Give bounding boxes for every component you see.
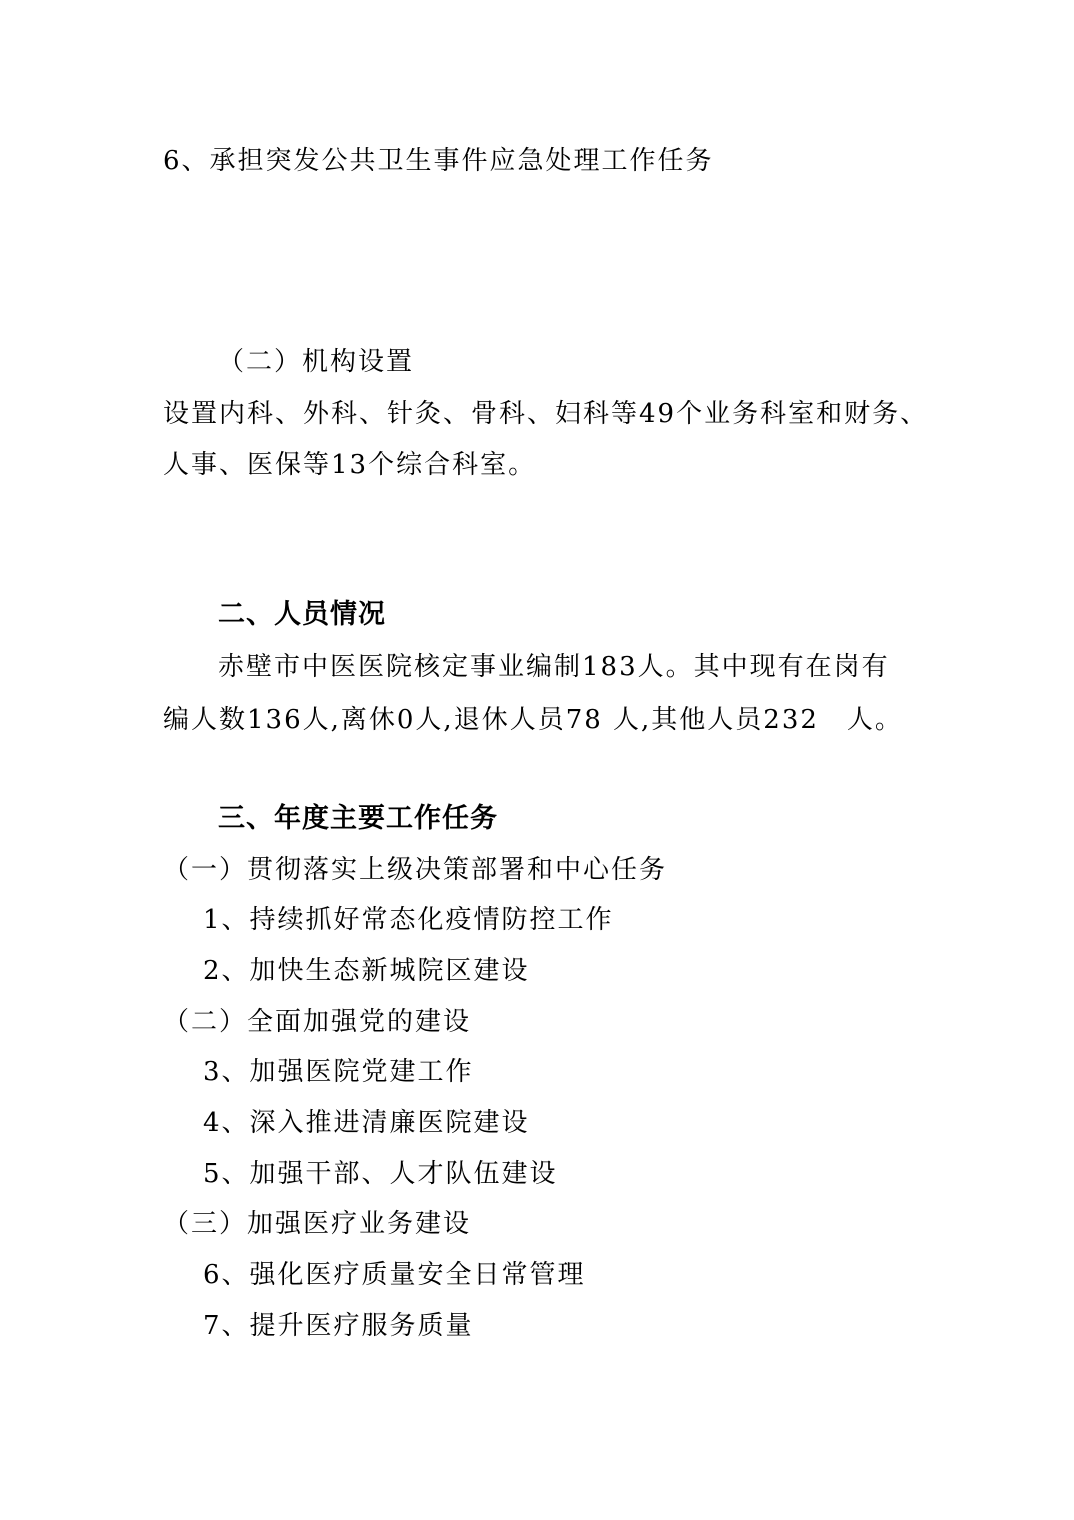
task-item-3: 3、加强医院党建工作 bbox=[203, 1057, 474, 1087]
task-item-7: 7、提升医疗服务质量 bbox=[203, 1311, 474, 1341]
tasks-section-title: 三、年度主要工作任务 bbox=[218, 803, 498, 834]
task-item-2: 2、加快生态新城院区建设 bbox=[203, 956, 530, 986]
staff-text-line-1: 赤壁市中医医院核定事业编制183人。其中现有在岗有 bbox=[218, 652, 890, 682]
staff-text-line-2: 编人数136人,离休0人,退休人员78 人,其他人员232 人。 bbox=[163, 705, 903, 735]
task-item-4: 4、深入推进清廉医院建设 bbox=[203, 1108, 530, 1138]
staff-section-title: 二、人员情况 bbox=[218, 599, 386, 630]
task-item-5: 5、加强干部、人才队伍建设 bbox=[203, 1159, 558, 1189]
org-text-line-2: 人事、医保等13个综合科室。 bbox=[163, 450, 537, 480]
task-group-3: （三）加强医疗业务建设 bbox=[163, 1209, 472, 1239]
task-group-2: （二）全面加强党的建设 bbox=[163, 1007, 472, 1037]
org-text-line-1: 设置内科、外科、针灸、骨科、妇科等49个业务科室和财务、 bbox=[163, 399, 929, 429]
org-subtitle: （二）机构设置 bbox=[218, 347, 415, 377]
task-group-1: （一）贯彻落实上级决策部署和中心任务 bbox=[163, 855, 668, 885]
task-item-6: 6、强化医疗质量安全日常管理 bbox=[203, 1260, 586, 1290]
task-item-1: 1、持续抓好常态化疫情防控工作 bbox=[203, 905, 614, 935]
intro-item-6: 6、承担突发公共卫生事件应急处理工作任务 bbox=[163, 146, 714, 176]
